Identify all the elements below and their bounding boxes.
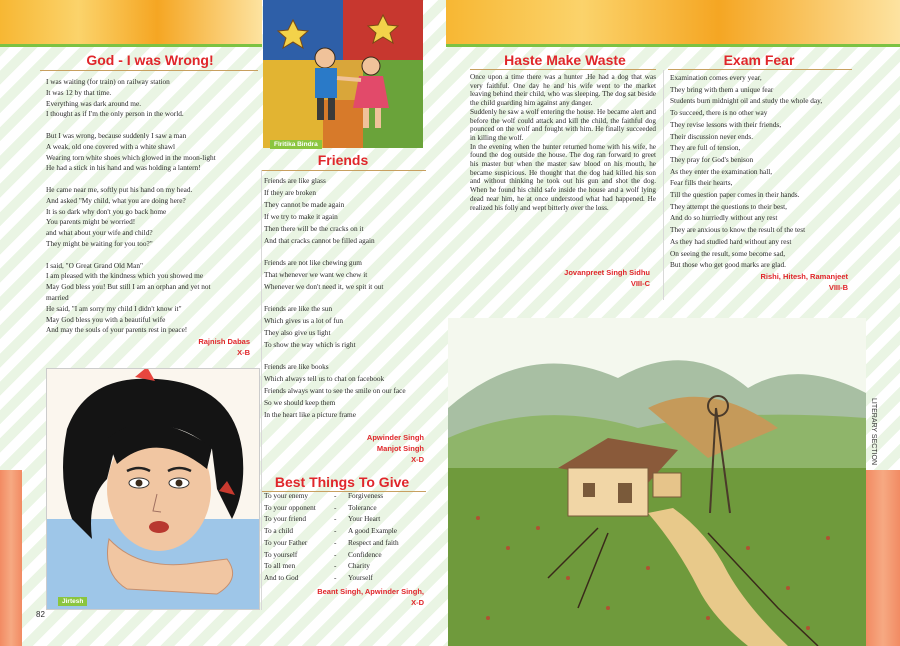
poem-line: But those who get good marks are glad. xyxy=(670,260,786,270)
author-name: Rishi, Hitesh, Ramanjeet xyxy=(760,272,848,281)
poem-line: To succeed, there is no other way xyxy=(670,108,768,118)
poem-line: He said, "I am sorry my child I didn't know it" xyxy=(46,303,182,313)
poem-line: They are full of tension, xyxy=(670,143,741,153)
best-things-list xyxy=(264,490,434,584)
author-class: X-D xyxy=(411,598,424,607)
stanza-gap xyxy=(46,120,260,131)
right-side-tab xyxy=(866,470,900,646)
top-banner-right xyxy=(446,0,900,44)
jirtesh-caption: Jirtesh xyxy=(58,597,87,606)
stanza-gap xyxy=(264,351,434,361)
story-paragraph: Suddenly he saw a wolf entering the house. He became alert and before the wolf could attack and kill the child, the faithful dog pounced on the wolf and fought with him. He finally succeeded in killing the wolf. xyxy=(470,107,656,142)
stanza-gap xyxy=(46,174,260,185)
poem-line: That whenever we want we chew it xyxy=(264,270,368,279)
section-label: LITERARY SECTION xyxy=(870,398,877,466)
poem-line: They revise lessons with their friends, xyxy=(670,119,782,129)
author-class: X-B xyxy=(237,348,250,357)
give-recipient: To your opponent xyxy=(264,502,316,512)
give-dash: - xyxy=(334,491,337,500)
poem-line: If they are broken xyxy=(264,188,317,197)
poem-line: As they had studied hard without any rest xyxy=(670,236,792,246)
give-item: Confidence xyxy=(348,549,382,559)
haste-title: Haste Make Waste xyxy=(504,52,626,68)
give-dash: - xyxy=(334,514,337,524)
give-dash: - xyxy=(334,526,337,536)
give-row xyxy=(264,572,434,584)
give-row xyxy=(264,525,434,537)
poem-line: Their discussion never ends. xyxy=(670,131,754,141)
poem-line: and what about your wife and child? xyxy=(46,228,153,238)
poem-line: They cannot be made again xyxy=(264,200,345,209)
give-item: Your Heart xyxy=(348,514,381,524)
poem-line: They pray for God's benison xyxy=(670,154,754,164)
give-item: A good Example xyxy=(348,526,398,536)
column-divider xyxy=(261,170,262,610)
top-banner-left xyxy=(0,0,262,44)
poem-line: Friends are like the sun xyxy=(264,304,333,313)
poem-line: Wearing torn white shoes which glowed in the moon-light xyxy=(46,152,216,162)
author-class: X-D xyxy=(411,455,424,464)
give-recipient: To all men xyxy=(264,561,296,571)
give-dash: - xyxy=(334,502,337,512)
poem-line: To show the way which is right xyxy=(264,340,356,349)
give-recipient: And to God xyxy=(264,572,299,582)
best-things-title: Best Things To Give xyxy=(274,474,410,490)
give-recipient: To your friend xyxy=(264,514,307,524)
friends-title: Friends xyxy=(317,152,369,168)
poem-line: I said, "O Great Grand Old Man" xyxy=(46,260,143,270)
column-divider xyxy=(663,70,664,300)
poem-line: Fear fills their hearts, xyxy=(670,178,733,188)
friends-poem xyxy=(264,175,434,421)
poem-line: If we try to make it again xyxy=(264,212,338,221)
poem-line: Everything was dark around me. xyxy=(46,98,142,108)
poem-line: It is so dark why don't you go back home xyxy=(46,206,167,216)
poem-line: I am pleased with the kindness which you showed me xyxy=(46,271,204,281)
give-recipient: To yourself xyxy=(264,549,298,559)
give-dash: - xyxy=(334,572,337,582)
author-name: Jovanpreet Singh Sidhu xyxy=(564,268,650,277)
poem-line: And may the souls of your parents rest in peace! xyxy=(46,325,188,335)
poem-line: Which always tell us to chat on facebook xyxy=(264,374,385,383)
title-rule xyxy=(40,70,258,71)
god-wrong-author xyxy=(100,336,250,358)
poem-line: And do so hurriedly without any rest xyxy=(670,213,778,223)
poem-line: I thought as if I'm the only person in the world. xyxy=(46,109,184,119)
haste-author xyxy=(500,267,650,289)
author-name-1: Apwinder Singh xyxy=(366,433,424,442)
give-item: Yourself xyxy=(348,572,373,582)
give-row xyxy=(264,560,434,572)
give-dash: - xyxy=(334,537,337,547)
poem-line: Then there will be the cracks on it xyxy=(264,224,364,233)
exam-author xyxy=(700,271,848,293)
author-name: Beant Singh, Apwinder Singh, xyxy=(317,587,424,596)
poem-line: Which gives us a lot of fun xyxy=(264,316,344,325)
god-wrong-poem xyxy=(46,77,260,336)
poem-line: May God bless you! But still I am an orphan and yet not xyxy=(46,282,211,292)
poem-line: May God bless you with a beautiful wife xyxy=(46,314,166,324)
give-item: Tolerance xyxy=(348,502,377,512)
haste-story xyxy=(470,73,656,212)
poem-line: Friends always want to see the smile on our face xyxy=(264,386,406,395)
poem-line: On seeing the result, some become sad, xyxy=(670,248,786,258)
give-recipient: To a child xyxy=(264,526,294,536)
poem-line: They also give us light xyxy=(264,328,331,337)
flritika-caption: Flritika Bindra xyxy=(270,140,322,149)
poem-line: Examination comes every year, xyxy=(670,73,762,82)
give-row xyxy=(264,549,434,561)
poem-line: You parents might be worried! xyxy=(46,217,136,227)
give-dash: - xyxy=(334,549,337,559)
exam-title: Exam Fear xyxy=(723,52,795,68)
give-row xyxy=(264,513,434,525)
poem-line: Students burn midnight oil and study the whole day, xyxy=(670,96,823,106)
left-side-tab xyxy=(0,470,22,646)
author-name-2: Manjot Singh xyxy=(376,444,424,453)
give-row xyxy=(264,502,434,514)
story-paragraph: Once upon a time there was a hunter .He had a dog that was very faithful. One day he and his wife went to the market leaving behind their child, who was sleeping. The dog sat beside the child guarding him against any danger. xyxy=(470,73,656,108)
give-item: Respect and faith xyxy=(348,537,399,547)
poem-line: Friends are like glass xyxy=(264,176,326,185)
poem-line: Friends are not like chewing gum xyxy=(264,258,362,267)
poem-line: In the heart like a picture frame xyxy=(264,410,356,419)
give-item: Charity xyxy=(348,561,370,571)
poem-line: They are anxious to know the result of the test xyxy=(670,225,806,235)
poem-line: As they enter the examination hall, xyxy=(670,166,773,176)
exam-poem xyxy=(670,72,860,271)
poem-line: And asked "My child, what you are doing here? xyxy=(46,195,186,205)
poem-line: They might be waiting for you too?" xyxy=(46,238,153,248)
poem-line: married xyxy=(46,292,69,302)
poem-line: Till the question paper comes in their hands. xyxy=(670,190,800,200)
give-row xyxy=(264,537,434,549)
stanza-gap xyxy=(264,293,434,303)
poem-line: He had a stick in his hand and was holding a lantern! xyxy=(46,163,201,173)
story-paragraph: In the evening when the hunter returned home with his wife, he found the dog outside the house. The dog ran forward to greet his master but when the master saw blood on his mouth, he became suspicious. He thought that the dog had killed his son and without thinking he took out his gun and shot the dog. When he found his child safe inside the house and a wolf lying dead near him, he at once understood what had happened. He realized his folly and wept bitterly over the loss. xyxy=(470,142,656,212)
title-rule xyxy=(668,69,852,70)
poem-line: Friends are like books xyxy=(264,362,329,371)
girl-artwork xyxy=(46,368,260,610)
poem-line: A weak, old one covered with a white shawl xyxy=(46,141,176,151)
poem-line: They attempt the questions to their best, xyxy=(670,201,787,211)
author-name: Rajnish Dabas xyxy=(198,337,250,346)
give-recipient: To your Father xyxy=(264,537,308,547)
poem-line: He came near me, softly put his hand on my head. xyxy=(46,184,193,194)
page-number: 82 xyxy=(36,610,45,619)
title-rule xyxy=(470,69,656,70)
best-things-author xyxy=(290,586,424,608)
god-wrong-title: God - I was Wrong! xyxy=(86,52,214,68)
poem-line: Whenever we don't need it, we spit it out xyxy=(264,282,384,291)
author-class: VIII-C xyxy=(630,279,650,288)
author-class: VIII-B xyxy=(828,283,848,292)
stanza-gap xyxy=(264,247,434,257)
poem-line: So we should keep them xyxy=(264,398,336,407)
poem-line: They bring with them a unique fear xyxy=(670,84,774,94)
poem-line: It was 12 by that time. xyxy=(46,87,112,97)
give-row xyxy=(264,490,434,502)
stanza-gap xyxy=(46,250,260,261)
title-rule xyxy=(262,170,426,171)
give-item: Forgiveness xyxy=(348,491,384,500)
poem-line: I was waiting (for train) on railway station xyxy=(46,77,170,86)
landscape-artwork xyxy=(448,318,866,646)
poem-line: But I was wrong, because suddenly I saw a man xyxy=(46,130,187,140)
give-recipient: To your enemy xyxy=(264,491,309,500)
mosaic-artwork xyxy=(263,0,423,148)
give-dash: - xyxy=(334,561,337,571)
friends-author xyxy=(300,432,424,465)
poem-line: And that cracks cannot be filled again xyxy=(264,236,375,245)
